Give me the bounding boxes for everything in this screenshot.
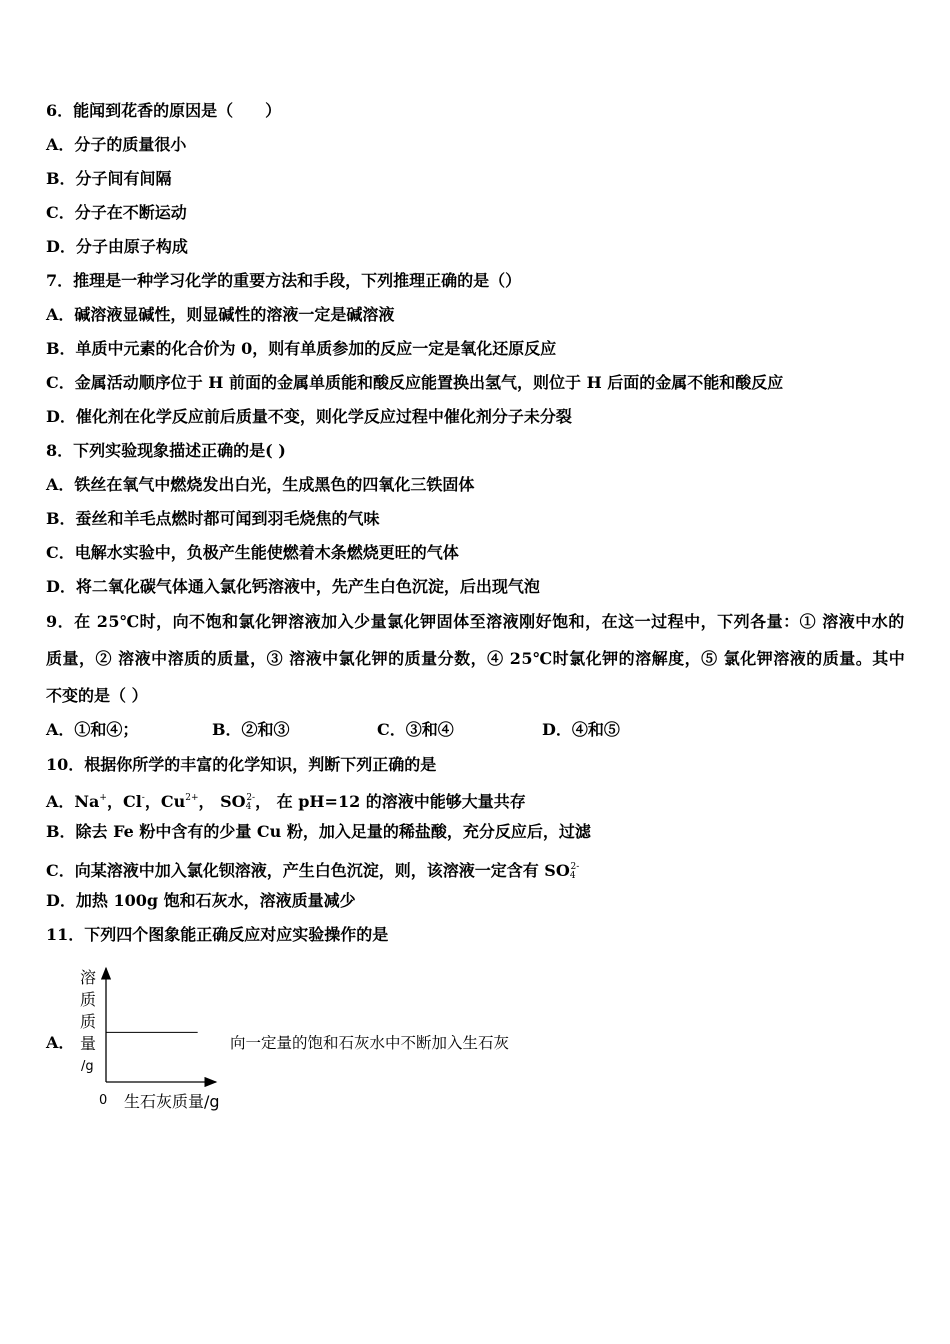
q10a-cl-charge: - bbox=[141, 793, 145, 803]
q9-option-b: B．②和③ bbox=[212, 720, 290, 739]
q10a-cu-charge: 2+ bbox=[185, 793, 199, 803]
q10a-so: ， SO bbox=[198, 792, 246, 811]
q10a-rest: ， 在 pH=12 的溶液中能够大量共存 bbox=[255, 792, 526, 811]
q10-option-b: B．除去 Fe 粉中含有的少量 Cu 粉，加入足量的稀盐酸，充分反应后，过滤 bbox=[46, 822, 591, 841]
x-axis-label: 生石灰质量/g bbox=[124, 1092, 220, 1111]
q11-stem: 11．下列四个图象能正确反应对应实验操作的是 bbox=[46, 925, 389, 944]
q10c-so4-subscript: 4 bbox=[569, 871, 576, 881]
q10a-na-charge: + bbox=[99, 793, 107, 803]
q8-option-c: C．电解水实验中，负极产生能使燃着木条燃烧更旺的气体 bbox=[46, 543, 459, 562]
q6-option-d: D．分子由原子构成 bbox=[46, 237, 188, 256]
q9-stem-line-3: 不变的是（ ） bbox=[46, 686, 148, 705]
origin-label: 0 bbox=[99, 1093, 108, 1108]
q8-option-a: A．铁丝在氧气中燃烧发出白光，生成黑色的四氧化三铁固体 bbox=[46, 475, 475, 494]
q10c-so4-charge: 2- bbox=[570, 862, 580, 872]
q7-option-c: C．金属活动顺序位于 H 前面的金属单质能和酸反应能置换出氢气，则位于 H 后面的金属不能和酸反应 bbox=[46, 373, 784, 392]
q9-stem-line-1: 9．在 25℃时，向不饱和氯化钾溶液加入少量氯化钾固体至溶液刚好饱和，在这一过程中，下列各量：① 溶液中水的 bbox=[46, 612, 905, 631]
q11-option-a-desc: 向一定量的饱和石灰水中不断加入生石灰 bbox=[230, 1034, 510, 1052]
q7-stem: 7．推理是一种学习化学的重要方法和手段，下列推理正确的是（） bbox=[46, 271, 522, 290]
q6-stem: 6．能闻到花香的原因是（ ） bbox=[46, 101, 282, 120]
q8-stem: 8．下列实验现象描述正确的是( ) bbox=[46, 441, 286, 460]
y-label-char-4: 量 bbox=[80, 1034, 97, 1053]
q9-option-d: D．④和⑤ bbox=[542, 720, 620, 739]
q7-option-a: A．碱溶液显碱性，则显碱性的溶液一定是碱溶液 bbox=[46, 305, 395, 324]
q10a-so4-subscript: 4 bbox=[245, 802, 252, 812]
q8-option-d: D．将二氧化碳气体通入氯化钙溶液中，先产生白色沉淀，后出现气泡 bbox=[46, 577, 540, 596]
q7-option-d: D．催化剂在化学反应前后质量不变，则化学反应过程中催化剂分子未分裂 bbox=[46, 407, 572, 426]
q11-option-a-label: A． bbox=[46, 1033, 75, 1052]
y-label-char-3: 质 bbox=[80, 1012, 97, 1031]
y-label-char-5: /g bbox=[81, 1059, 94, 1074]
q7-option-b: B．单质中元素的化合价为 0，则有单质参加的反应一定是氧化还原反应 bbox=[46, 339, 557, 358]
q9-stem-line-2: 质量，② 溶液中溶质的质量，③ 溶液中氯化钾的质量分数，④ 25℃时氯化钾的溶解度，⑤ 氯化钾溶液的质量。其中 bbox=[46, 649, 906, 668]
q8-option-b: B．蚕丝和羊毛点燃时都可闻到羽毛烧焦的气味 bbox=[46, 509, 380, 528]
q10a-prefix: A．Na bbox=[46, 792, 100, 811]
q6-option-c: C．分子在不断运动 bbox=[46, 203, 187, 222]
q10c-text: C．向某溶液中加入氯化钡溶液，产生白色沉淀，则，该溶液一定含有 SO bbox=[46, 861, 570, 880]
y-label-char-1: 溶 bbox=[80, 968, 97, 987]
q10a-so4-charge: 2- bbox=[246, 793, 256, 803]
q9-option-c: C．③和④ bbox=[377, 720, 454, 739]
q9-option-a: A．①和④； bbox=[46, 720, 139, 739]
q6-option-b: B．分子间有间隔 bbox=[46, 169, 172, 188]
q10a-cu: ，Cu bbox=[144, 792, 186, 811]
q10-option-d: D．加热 100g 饱和石灰水，溶液质量减少 bbox=[46, 891, 356, 910]
q10-stem: 10．根据你所学的丰富的化学知识，判断下列正确的是 bbox=[46, 755, 437, 774]
y-label-char-2: 质 bbox=[80, 990, 97, 1009]
q6-option-a: A．分子的质量很小 bbox=[46, 135, 187, 154]
q10a-cl: ，Cl bbox=[106, 792, 142, 811]
